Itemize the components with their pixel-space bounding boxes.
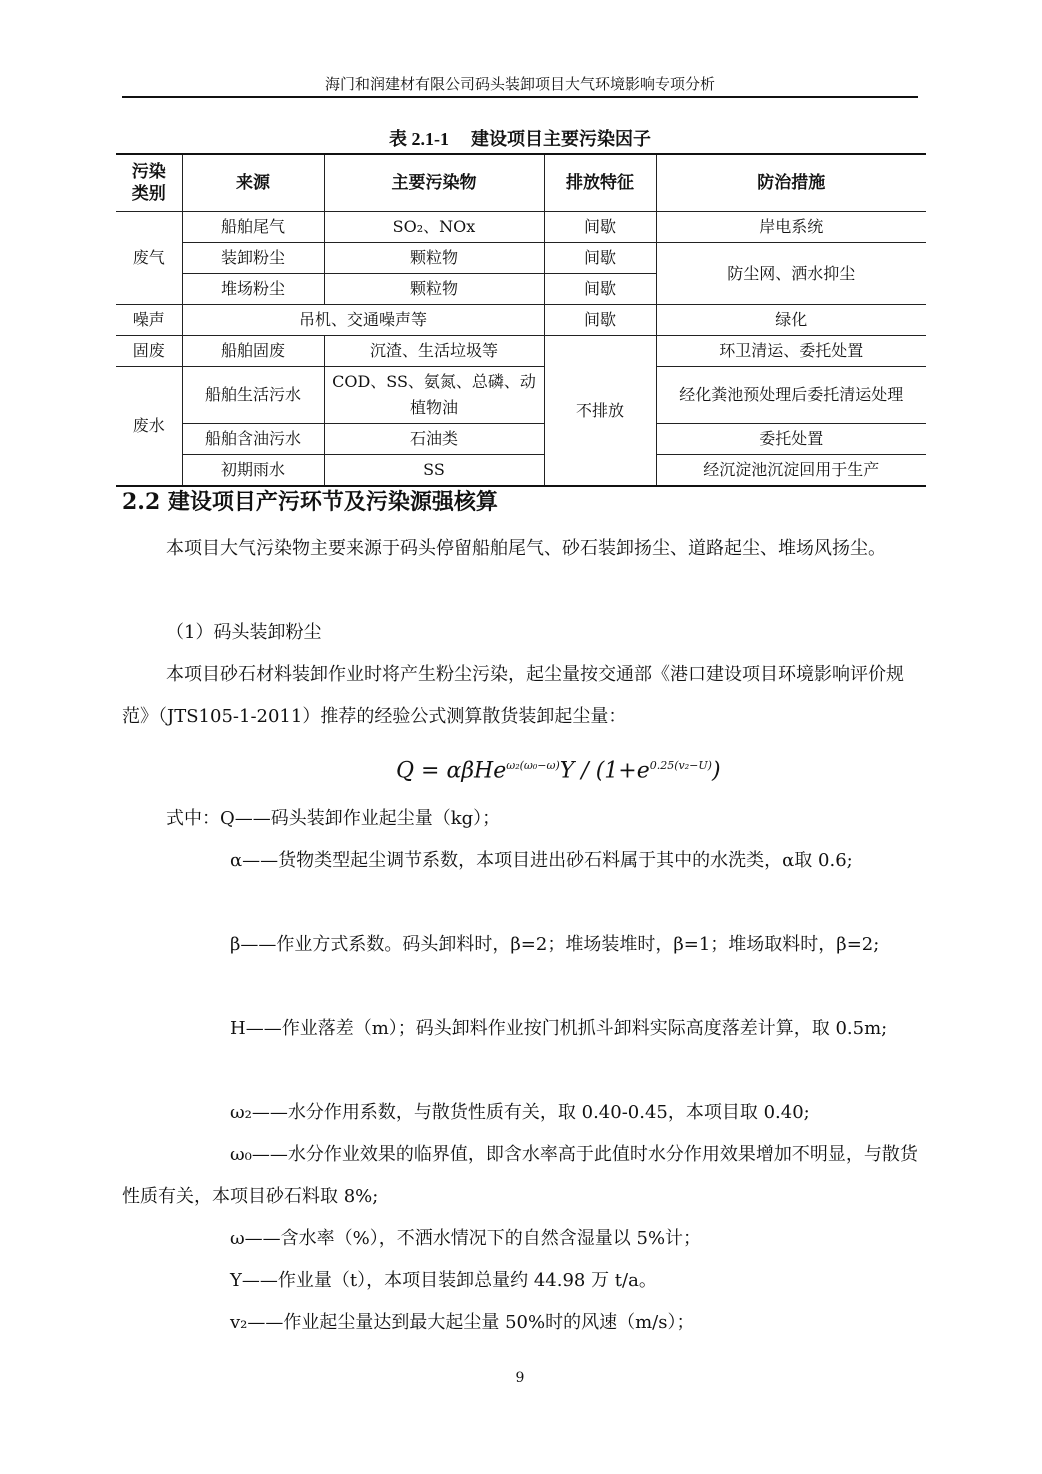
header-rule <box>122 96 918 98</box>
cell-control: 岸电系统 <box>656 212 926 243</box>
cell-pollutant: SO₂、NOx <box>324 212 544 243</box>
header-source: 来源 <box>182 154 324 212</box>
definition-omega2: ω₂——水分作用系数，与散货性质有关，取 0.40-0.45，本项目取 0.40; <box>230 1102 810 1123</box>
definition-beta: β——作业方式系数。码头卸料时，β=2；堆场装堆时，β=1；堆场取料时，β=2; <box>230 934 880 955</box>
paragraph-method: 本项目砂石材料装卸作业时将产生粉尘污染，起尘量按交通部《港口建设项目环境影响评价规范》（JTS105-1-2011）推荐的经验公式测算散货装卸起尘量： <box>122 664 904 727</box>
cell-control: 委托处置 <box>656 424 926 455</box>
header-emission: 排放特征 <box>544 154 656 212</box>
section-heading: 2.2 建设项目产污环节及污染源强核算 <box>122 489 498 515</box>
cell-pollutant: SS <box>324 455 544 487</box>
definition-v2: v₂——作业起尘量达到最大起尘量 50%时的风速（m/s）； <box>230 1312 695 1333</box>
header-category: 污染 类别 <box>116 154 182 212</box>
formula-end: ) <box>711 758 721 784</box>
header-pollutant: 主要污染物 <box>324 154 544 212</box>
cell-emission-none: 不排放 <box>544 336 656 487</box>
formula-base: Q = αβHe <box>396 758 507 784</box>
cell-source: 船舶生活污水 <box>182 367 324 424</box>
formula-middle: Y / (1+e <box>559 758 650 784</box>
cell-source: 船舶尾气 <box>182 212 324 243</box>
cell-emission: 间歇 <box>544 305 656 336</box>
cell-source: 装卸粉尘 <box>182 243 324 274</box>
definition-q: 式中：Q——码头装卸作业起尘量（kg）； <box>166 808 501 829</box>
cell-source: 船舶含油污水 <box>182 424 324 455</box>
table-row <box>116 336 926 367</box>
table-caption <box>122 126 918 153</box>
definition-y: Y——作业量（t），本项目装卸总量约 44.98 万 t/a。 <box>230 1270 657 1291</box>
dust-formula <box>396 748 721 789</box>
cell-pollutant: 石油类 <box>324 424 544 455</box>
page-number: 9 <box>515 1370 525 1386</box>
cell-control: 防尘网、洒水抑尘 <box>656 243 926 305</box>
definition-alpha: α——货物类型起尘调节系数，本项目进出砂石料属于其中的水洗类，α取 0.6; <box>230 850 853 871</box>
table-row <box>116 212 926 243</box>
cell-source: 船舶固废 <box>182 336 324 367</box>
cell-category-solid: 固废 <box>116 336 182 367</box>
formula-exponent-1: ω₂(ω₀−ω) <box>506 759 560 772</box>
cell-control: 绿化 <box>656 305 926 336</box>
cell-category-water: 废水 <box>116 367 182 487</box>
cell-emission: 间歇 <box>544 212 656 243</box>
cell-control: 环卫清运、委托处置 <box>656 336 926 367</box>
paragraph-subheading: （1）码头装卸粉尘 <box>166 622 322 643</box>
table-row <box>116 305 926 336</box>
cell-control: 经沉淀池沉淀回用于生产 <box>656 455 926 487</box>
cell-pollutant: COD、SS、氨氮、总磷、动植物油 <box>324 367 544 424</box>
paragraph-intro: 本项目大气污染物主要来源于码头停留船舶尾气、砂石装卸扬尘、道路起尘、堆场风扬尘。 <box>166 538 886 559</box>
cell-pollutant: 颗粒物 <box>324 243 544 274</box>
table-row <box>116 455 926 487</box>
cell-source: 堆场粉尘 <box>182 274 324 305</box>
cell-control: 经化粪池预处理后委托清运处理 <box>656 367 926 424</box>
table-caption-title: 建设项目主要污染因子 <box>471 129 651 150</box>
header-control: 防治措施 <box>656 154 926 212</box>
cell-category-noise: 噪声 <box>116 305 182 336</box>
running-header: 海门和润建材有限公司码头装卸项目大气环境影响专项分析 <box>324 75 715 93</box>
definition-h: H——作业落差（m）；码头卸料作业按门机抓斗卸料实际高度落差计算，取 0.5m; <box>230 1018 888 1039</box>
cell-emission: 间歇 <box>544 243 656 274</box>
cell-category-gas: 废气 <box>116 212 182 305</box>
definition-omega0: ω₀——水分作业效果的临界值，即含水率高于此值时水分作用效果增加不明显，与散货性质有关，本项目砂石料取 8%; <box>122 1144 918 1207</box>
cell-pollutant: 颗粒物 <box>324 274 544 305</box>
pollution-factor-table <box>116 153 926 487</box>
table-header-row <box>116 154 926 212</box>
cell-emission: 间歇 <box>544 274 656 305</box>
table-row <box>116 367 926 424</box>
formula-exponent-2: 0.25(v₂−U) <box>649 759 712 772</box>
definition-omega: ω——含水率（%），不洒水情况下的自然含湿量以 5%计； <box>230 1228 702 1249</box>
cell-source: 初期雨水 <box>182 455 324 487</box>
table-caption-number: 表 2.1-1 <box>389 129 449 149</box>
table-row <box>116 243 926 274</box>
cell-source: 吊机、交通噪声等 <box>182 305 544 336</box>
cell-pollutant: 沉渣、生活垃圾等 <box>324 336 544 367</box>
table-row <box>116 424 926 455</box>
